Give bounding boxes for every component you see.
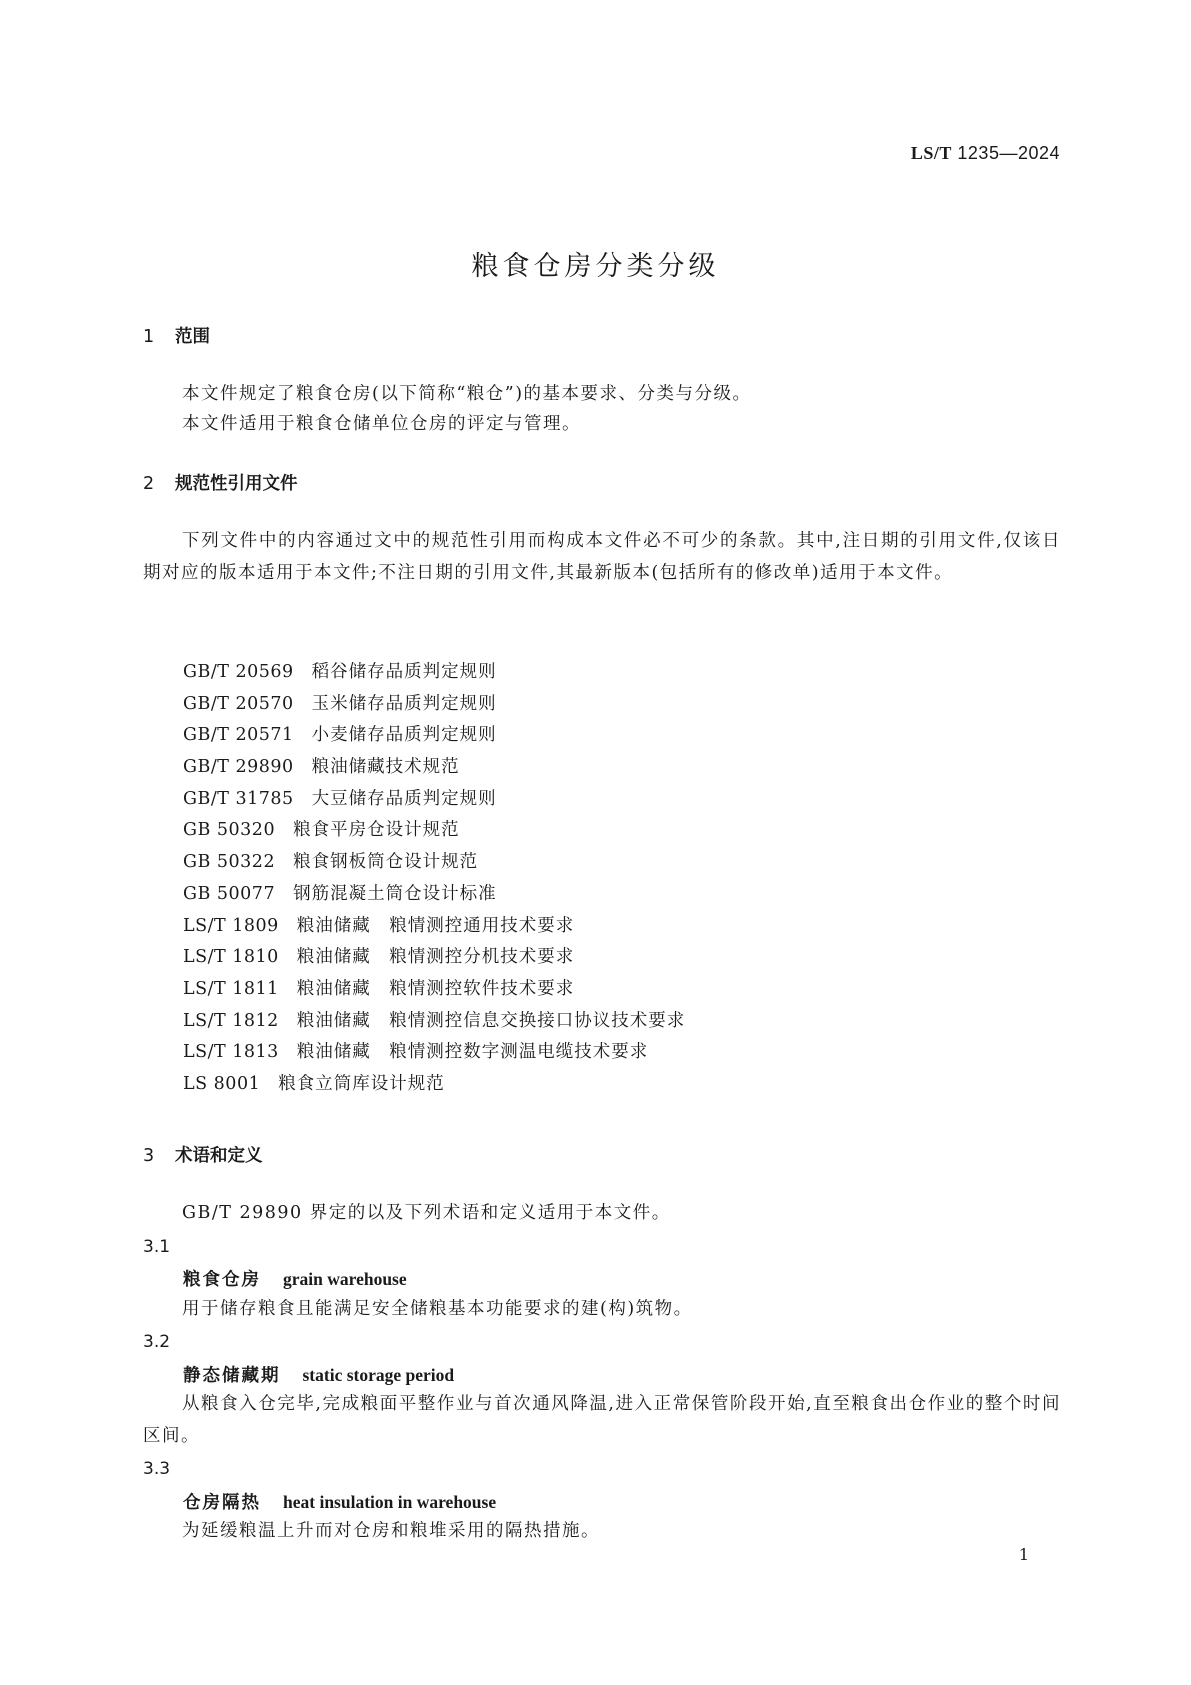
reference-code: GB/T 31785 [183, 788, 294, 809]
reference-item [183, 1069, 685, 1101]
reference-item [183, 720, 685, 752]
section-1-heading [143, 323, 210, 348]
reference-item [183, 752, 685, 784]
term-heading [183, 1362, 454, 1387]
section-title: 规范性引用文件 [175, 474, 298, 494]
term-heading [183, 1489, 496, 1514]
reference-item [183, 942, 685, 974]
reference-title: 粮食立筒库设计规范 [278, 1073, 445, 1094]
reference-code: GB/T 20570 [183, 693, 294, 714]
section-number: 2 [143, 474, 155, 494]
document-title: 粮食仓房分类分级 [471, 251, 720, 282]
reference-code: LS/T 1809 [183, 915, 279, 936]
section-2-heading [143, 470, 298, 495]
reference-code: GB/T 20569 [183, 662, 294, 682]
reference-code: LS/T 1813 [183, 1042, 279, 1063]
standard-code [911, 143, 1060, 164]
section-1-paragraph: 本文件适用于粮食仓储单位仓房的评定与管理。 [182, 414, 581, 434]
reference-item [183, 784, 685, 816]
reference-item [183, 815, 685, 847]
term-english: heat insulation in warehouse [283, 1492, 497, 1512]
reference-code: GB/T 20571 [183, 725, 294, 746]
reference-title: 粮油储藏 粮情测控通用技术要求 [296, 915, 575, 936]
reference-title: 粮油储藏 粮情测控分机技术要求 [296, 947, 575, 968]
reference-code: GB 50322 [183, 852, 276, 873]
reference-title: 粮食钢板筒仓设计规范 [293, 852, 479, 873]
reference-title: 小麦储存品质判定规则 [311, 725, 497, 746]
standard-number: 1235—2024 [957, 143, 1060, 163]
reference-title: 粮油储藏 粮情测控数字测温电缆技术要求 [296, 1042, 649, 1063]
term-english: grain warehouse [283, 1269, 407, 1289]
reference-list [183, 657, 685, 1101]
reference-item [183, 1037, 685, 1069]
term-english: static storage period [302, 1365, 455, 1385]
standard-prefix: LS/T [910, 143, 952, 163]
reference-title: 粮油储藏技术规范 [311, 757, 460, 778]
reference-code: GB 50320 [183, 820, 276, 841]
term-heading [183, 1266, 407, 1291]
page-number: 1 [1018, 1545, 1029, 1564]
section-1-paragraph: 本文件规定了粮食仓房(以下简称“粮仓”)的基本要求、分类与分级。 [182, 384, 752, 404]
reference-item [183, 1006, 685, 1038]
term-id: 3.1 [143, 1237, 171, 1257]
term-id: 3.2 [143, 1332, 171, 1352]
reference-title: 粮食平房仓设计规范 [293, 820, 460, 841]
reference-title: 粮油储藏 粮情测控软件技术要求 [296, 978, 575, 999]
reference-item [183, 847, 685, 879]
reference-code: LS/T 1812 [183, 1010, 279, 1031]
reference-item [183, 689, 685, 721]
reference-title: 粮油储藏 粮情测控信息交换接口协议技术要求 [296, 1010, 686, 1031]
term-chinese: 静态储藏期 [183, 1366, 281, 1386]
section-3-heading [143, 1142, 263, 1167]
reference-code: LS/T 1811 [183, 978, 279, 999]
section-number: 3 [143, 1146, 155, 1166]
reference-code: GB 50077 [183, 883, 276, 904]
term-chinese: 仓房隔热 [183, 1493, 261, 1513]
section-number: 1 [143, 327, 155, 347]
section-title: 范围 [175, 327, 210, 347]
reference-title: 大豆储存品质判定规则 [311, 788, 497, 809]
reference-code: LS/T 1810 [183, 947, 279, 968]
section-3-intro: GB/T 29890 界定的以及下列术语和定义适用于本文件。 [182, 1203, 671, 1223]
section-2-intro: 下列文件中的内容通过文中的规范性引用而构成本文件必不可少的条款。其中,注日期的引用文件,仅该日期对应的版本适用于本文件;不注日期的引用文件,其最新版本(包括所有的修改单)适用于本文件。 [143, 531, 1061, 583]
term-definition: 从粮食入仓完毕,完成粮面平整作业与首次通风降温,进入正常保管阶段开始,直至粮食出仓作业的整个时间区间。 [143, 1394, 1061, 1446]
section-title: 术语和定义 [175, 1146, 263, 1166]
term-chinese: 粮食仓房 [183, 1270, 261, 1290]
reference-item [183, 911, 685, 943]
reference-title: 稻谷储存品质判定规则 [311, 662, 497, 682]
reference-title: 钢筋混凝土筒仓设计标准 [293, 883, 497, 904]
term-id: 3.3 [143, 1459, 171, 1479]
reference-title: 玉米储存品质判定规则 [311, 693, 497, 714]
reference-item [183, 879, 685, 911]
term-definition: 用于储存粮食且能满足安全储粮基本功能要求的建(构)筑物。 [182, 1299, 693, 1319]
reference-item [183, 657, 685, 689]
reference-code: LS 8001 [183, 1073, 261, 1094]
term-definition: 为延缓粮温上升而对仓房和粮堆采用的隔热措施。 [182, 1521, 600, 1541]
reference-item [183, 974, 685, 1006]
reference-code: GB/T 29890 [183, 757, 294, 778]
